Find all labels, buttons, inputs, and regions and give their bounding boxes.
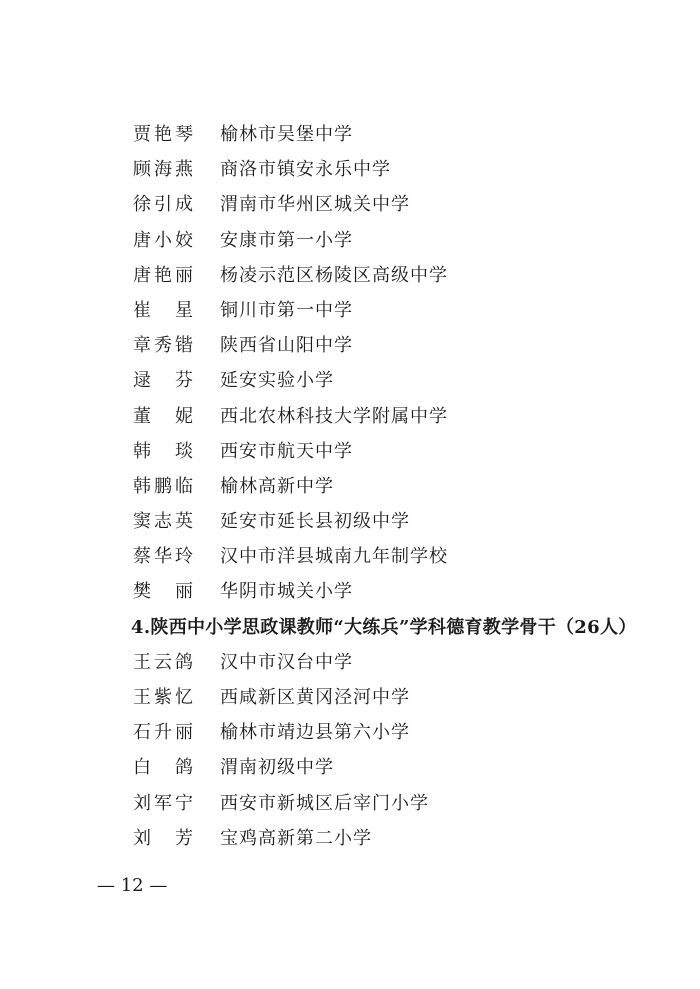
list-item (0, 786, 700, 821)
person-name: 白鸽 (133, 757, 193, 779)
list-item (0, 187, 700, 222)
list-item (0, 328, 700, 363)
section-heading (0, 610, 700, 645)
person-name: 石升丽 (133, 722, 193, 744)
school-name: 榆林高新中学 (220, 475, 334, 497)
person-name: 樊丽 (133, 581, 193, 603)
school-name: 汉中市洋县城南九年制学校 (220, 546, 448, 568)
list-item (0, 223, 700, 258)
page-number: — 12 — (97, 875, 168, 896)
person-name: 董妮 (133, 405, 193, 427)
person-name: 王紫忆 (133, 687, 193, 708)
person-name: 顾海燕 (133, 159, 193, 181)
school-name: 西安市新城区后宰门小学 (220, 792, 429, 814)
school-name: 延安市延长县初级中学 (220, 511, 410, 533)
list-item (0, 117, 700, 152)
list-item (0, 645, 700, 680)
school-name: 商洛市镇安永乐中学 (220, 159, 391, 181)
person-name: 刘军宁 (133, 792, 193, 814)
school-name: 杨凌示范区杨陵区高级中学 (220, 264, 448, 286)
school-name: 西安市航天中学 (220, 440, 353, 462)
person-name: 窦志英 (133, 511, 193, 533)
school-name: 西咸新区黄冈泾河中学 (220, 687, 410, 708)
school-name: 华阴市城关小学 (220, 581, 353, 603)
list-item (0, 469, 700, 504)
list-item (0, 715, 700, 750)
list-item (0, 750, 700, 785)
list-item (0, 363, 700, 398)
school-name: 渭南市华州区城关中学 (220, 194, 410, 216)
school-name: 榆林市靖边县第六小学 (220, 722, 410, 744)
school-name: 汉中市汉台中学 (220, 651, 353, 673)
list-item (0, 821, 700, 856)
school-name: 铜川市第一中学 (220, 299, 353, 321)
list-item (0, 258, 700, 293)
person-name: 刘芳 (133, 827, 193, 849)
school-name: 宝鸡高新第二小学 (220, 827, 372, 849)
person-name: 贾艳琴 (133, 124, 193, 145)
list-item (0, 574, 700, 609)
list-item (0, 504, 700, 539)
person-name: 唐艳丽 (133, 264, 193, 286)
list-item (0, 399, 700, 434)
school-name: 渭南初级中学 (220, 757, 334, 779)
school-name: 榆林市吴堡中学 (220, 124, 353, 145)
person-name: 韩琰 (133, 440, 193, 462)
person-name: 韩鹏临 (133, 475, 193, 497)
person-name: 章秀锴 (133, 335, 193, 357)
list-item (0, 434, 700, 469)
section-heading-text: 4.陕西中小学思政课教师“大练兵”学科德育教学骨干（26人） (131, 616, 637, 638)
list-item (0, 680, 700, 715)
name-list (0, 117, 700, 856)
school-name: 延安实验小学 (220, 370, 334, 392)
person-name: 逯芬 (133, 370, 193, 392)
school-name: 安康市第一小学 (220, 229, 353, 251)
list-item (0, 152, 700, 187)
school-name: 西北农林科技大学附属中学 (220, 405, 448, 427)
person-name: 徐引成 (133, 194, 193, 216)
school-name: 陕西省山阳中学 (220, 335, 353, 357)
list-item (0, 539, 700, 574)
person-name: 崔星 (133, 299, 193, 321)
person-name: 王云鸽 (133, 651, 193, 673)
person-name: 蔡华玲 (133, 546, 193, 568)
list-item (0, 293, 700, 328)
person-name: 唐小姣 (133, 229, 193, 251)
